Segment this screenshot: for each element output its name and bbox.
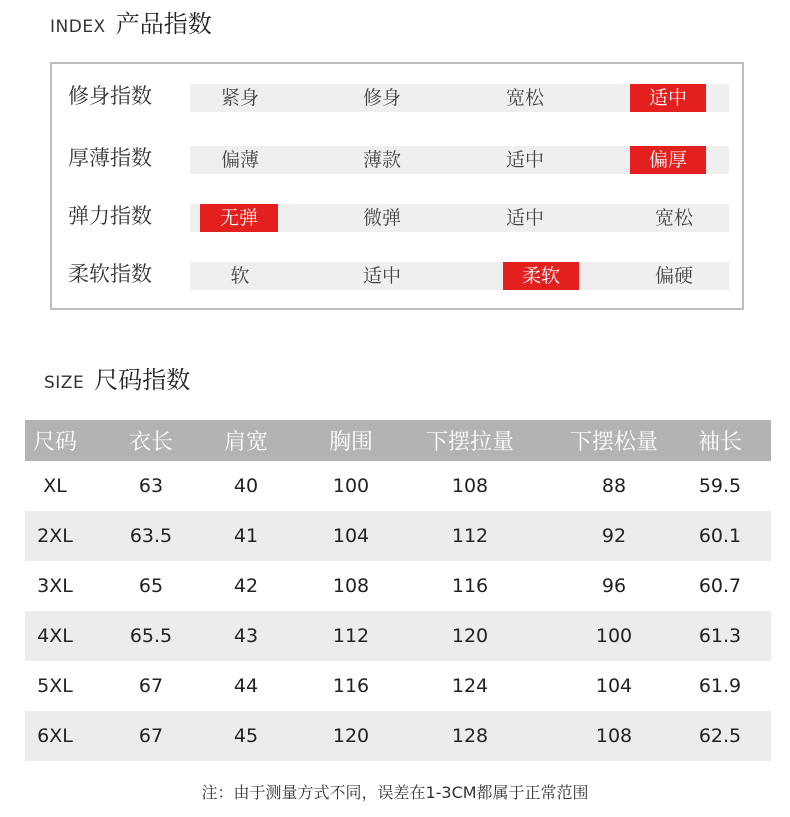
table-cell: 60.7 bbox=[698, 575, 742, 597]
size-section-title bbox=[44, 360, 190, 395]
table-header-row bbox=[25, 420, 771, 461]
size-table bbox=[25, 420, 771, 761]
index-title-en: INDEX bbox=[50, 17, 106, 37]
index-row-label: 柔软指数 bbox=[68, 262, 152, 286]
table-cell: 59.5 bbox=[698, 475, 742, 497]
table-cell: 67 bbox=[138, 725, 164, 747]
table-row bbox=[25, 461, 771, 511]
table-header-cell: 衣长 bbox=[128, 430, 173, 455]
index-title-cn: 产品指数 bbox=[115, 10, 212, 38]
table-cell: 3XL bbox=[37, 575, 73, 597]
table-cell: 67 bbox=[138, 675, 164, 697]
table-cell: 108 bbox=[595, 725, 633, 747]
index-row-label: 弹力指数 bbox=[68, 204, 152, 228]
index-row-label: 厚薄指数 bbox=[68, 146, 152, 170]
table-cell: 2XL bbox=[37, 525, 73, 547]
table-cell: 65 bbox=[138, 575, 164, 597]
table-cell: 116 bbox=[451, 575, 489, 597]
table-cell: 6XL bbox=[37, 725, 73, 747]
table-cell: 112 bbox=[332, 625, 370, 647]
table-header-cell: 尺码 bbox=[32, 430, 77, 455]
table-cell: XL bbox=[43, 475, 67, 497]
table-header-cell: 肩宽 bbox=[223, 430, 268, 455]
table-header-cell: 袖长 bbox=[697, 430, 742, 455]
index-option: 适中 bbox=[505, 149, 544, 171]
table-cell: 40 bbox=[233, 475, 259, 497]
table-cell: 88 bbox=[601, 475, 627, 497]
index-row-label: 修身指数 bbox=[68, 84, 152, 108]
table-cell: 42 bbox=[233, 575, 259, 597]
table-cell: 43 bbox=[233, 625, 259, 647]
table-cell: 45 bbox=[233, 725, 259, 747]
index-row bbox=[52, 200, 742, 232]
index-option: 宽松 bbox=[505, 87, 544, 109]
table-row bbox=[25, 611, 771, 661]
table-row bbox=[25, 711, 771, 761]
table-cell: 108 bbox=[332, 575, 370, 597]
table-cell: 61.3 bbox=[698, 625, 742, 647]
table-cell: 61.9 bbox=[698, 675, 742, 697]
table-cell: 62.5 bbox=[698, 725, 742, 747]
table-cell: 112 bbox=[451, 525, 489, 547]
table-cell: 104 bbox=[332, 525, 370, 547]
table-cell: 96 bbox=[601, 575, 627, 597]
table-cell: 100 bbox=[595, 625, 633, 647]
table-header-cell: 下摆拉量 bbox=[425, 430, 514, 455]
index-option-selected: 无弹 bbox=[200, 204, 278, 232]
table-cell: 63.5 bbox=[129, 525, 173, 547]
table-cell: 60.1 bbox=[698, 525, 742, 547]
index-option: 偏薄 bbox=[220, 149, 259, 171]
index-option: 微弹 bbox=[362, 207, 401, 229]
table-cell: 116 bbox=[332, 675, 370, 697]
index-option: 紧身 bbox=[220, 87, 259, 109]
index-option: 适中 bbox=[505, 207, 544, 229]
table-row bbox=[25, 511, 771, 561]
table-row bbox=[25, 661, 771, 711]
table-cell: 5XL bbox=[37, 675, 73, 697]
table-cell: 120 bbox=[332, 725, 370, 747]
index-option: 适中 bbox=[362, 265, 401, 287]
index-row bbox=[52, 142, 742, 174]
index-option: 偏硬 bbox=[654, 265, 693, 287]
index-option-selected: 适中 bbox=[630, 84, 706, 112]
table-cell: 108 bbox=[451, 475, 489, 497]
size-title-cn: 尺码指数 bbox=[94, 366, 191, 394]
measurement-note: 注：由于测量方式不同，误差在1-3CM都属于正常范围 bbox=[201, 783, 589, 802]
size-title-en: SIZE bbox=[44, 373, 85, 393]
index-option: 软 bbox=[230, 265, 250, 287]
table-cell: 120 bbox=[451, 625, 489, 647]
index-option: 宽松 bbox=[654, 207, 693, 229]
index-box bbox=[50, 62, 744, 310]
table-cell: 92 bbox=[601, 525, 627, 547]
table-cell: 63 bbox=[138, 475, 164, 497]
index-row bbox=[52, 80, 742, 112]
table-row bbox=[25, 561, 771, 611]
table-cell: 65.5 bbox=[129, 625, 173, 647]
table-header-cell: 胸围 bbox=[328, 430, 373, 455]
index-option: 薄款 bbox=[362, 149, 401, 171]
index-section-title bbox=[50, 4, 212, 39]
table-cell: 104 bbox=[595, 675, 633, 697]
table-cell: 124 bbox=[451, 675, 489, 697]
table-cell: 44 bbox=[233, 675, 259, 697]
index-row bbox=[52, 258, 742, 290]
table-cell: 4XL bbox=[37, 625, 73, 647]
table-cell: 100 bbox=[332, 475, 370, 497]
table-cell: 41 bbox=[233, 525, 259, 547]
index-option-selected: 偏厚 bbox=[630, 146, 706, 174]
table-header-cell: 下摆松量 bbox=[569, 430, 658, 455]
index-option-selected: 柔软 bbox=[503, 262, 579, 290]
index-option: 修身 bbox=[362, 87, 401, 109]
table-cell: 128 bbox=[451, 725, 489, 747]
